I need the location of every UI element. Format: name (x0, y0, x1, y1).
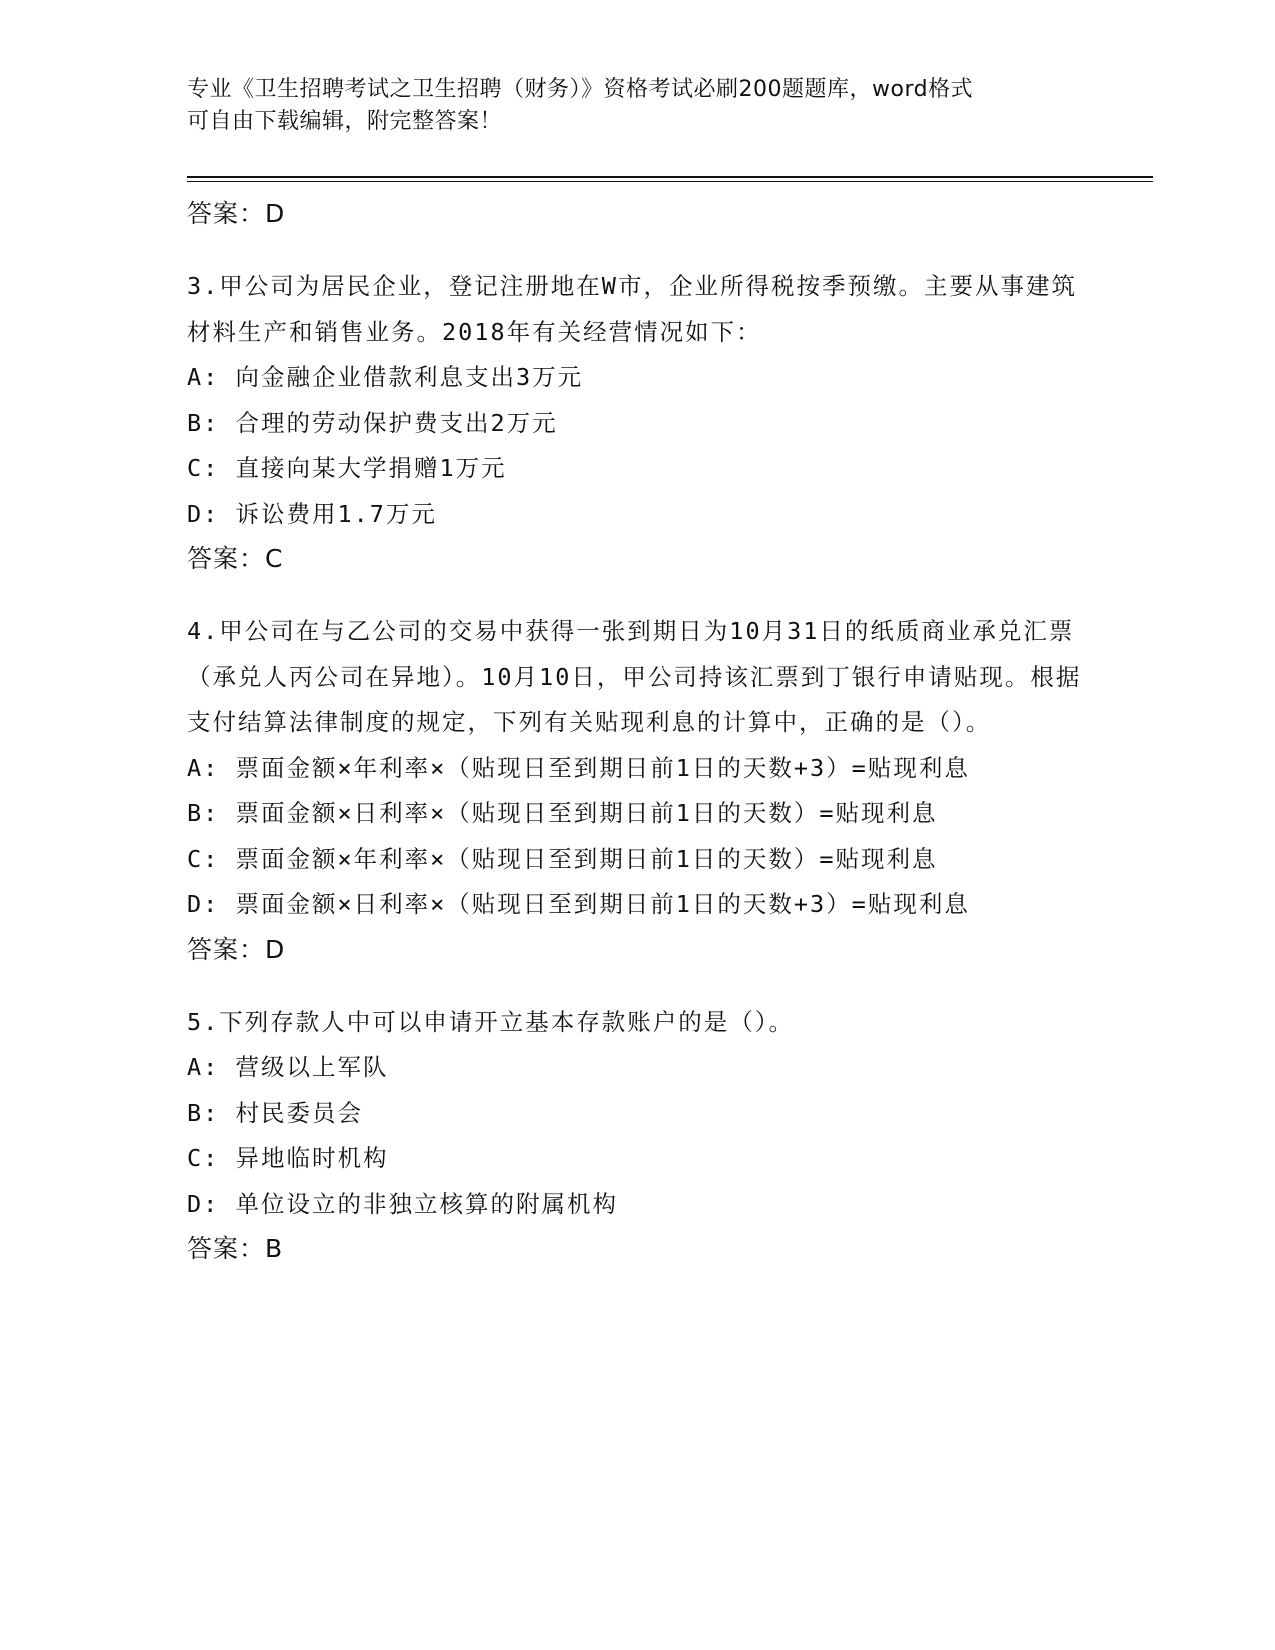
answer-line: 答案：B (187, 1234, 284, 1263)
option-c: C: 异地临时机构 (187, 1144, 389, 1172)
question-3 (187, 264, 1087, 581)
question-4 (187, 609, 1087, 972)
question-stem: 5.下列存款人中可以申请开立基本存款账户的是（）。 (187, 1007, 795, 1036)
header-line-1: 专业《卫生招聘考试之卫生招聘（财务）》资格考试必刷200题题库，word格式 (187, 77, 974, 102)
option-b: B: 合理的劳动保护费支出2万元 (187, 408, 558, 437)
option-a: A: 向金融企业借款利息支出3万元 (187, 363, 584, 391)
answer-line: 答案：D (187, 199, 286, 228)
option-a: A: 营级以上军队 (187, 1053, 389, 1081)
header-rule-thick (187, 176, 1153, 178)
answer-line: 答案：C (187, 544, 284, 573)
header-rule-thin (187, 181, 1153, 182)
answer-line: 答案：D (187, 934, 286, 964)
question-5 (187, 1000, 1087, 1272)
option-d: D: 诉讼费用1.7万元 (187, 499, 437, 528)
document-body (187, 192, 1087, 1271)
question-stem: 4.甲公司在与乙公司的交易中获得一张到期日为10月31日的纸质商业承兑汇票（承兑人丙公司在异地）。10月10日，甲公司持该汇票到丁银行申请贴现。根据支付结算法律制度的规定，下列有关贴现利息的计算中，正确的是（）。 (187, 617, 1082, 736)
document-header (187, 74, 1087, 138)
header-line-2: 可自由下载编辑，附完整答案！ (187, 109, 503, 134)
option-a: A: 票面金额×年利率×（贴现日至到期日前1日的天数+3）=贴现利息 (187, 753, 970, 782)
option-d: D: 单位设立的非独立核算的附属机构 (187, 1189, 618, 1218)
option-b: B: 票面金额×日利率×（贴现日至到期日前1日的天数）=贴现利息 (187, 799, 938, 827)
question-stem: 3.甲公司为居民企业，登记注册地在W市，企业所得税按季预缴。主要从事建筑材料生产和销售业务。2018年有关经营情况如下： (187, 272, 1077, 346)
option-d: D: 票面金额×日利率×（贴现日至到期日前1日的天数+3）=贴现利息 (187, 890, 970, 918)
option-b: B: 村民委员会 (187, 1098, 363, 1127)
option-c: C: 直接向某大学捐赠1万元 (187, 454, 507, 482)
option-c: C: 票面金额×年利率×（贴现日至到期日前1日的天数）=贴现利息 (187, 844, 938, 873)
